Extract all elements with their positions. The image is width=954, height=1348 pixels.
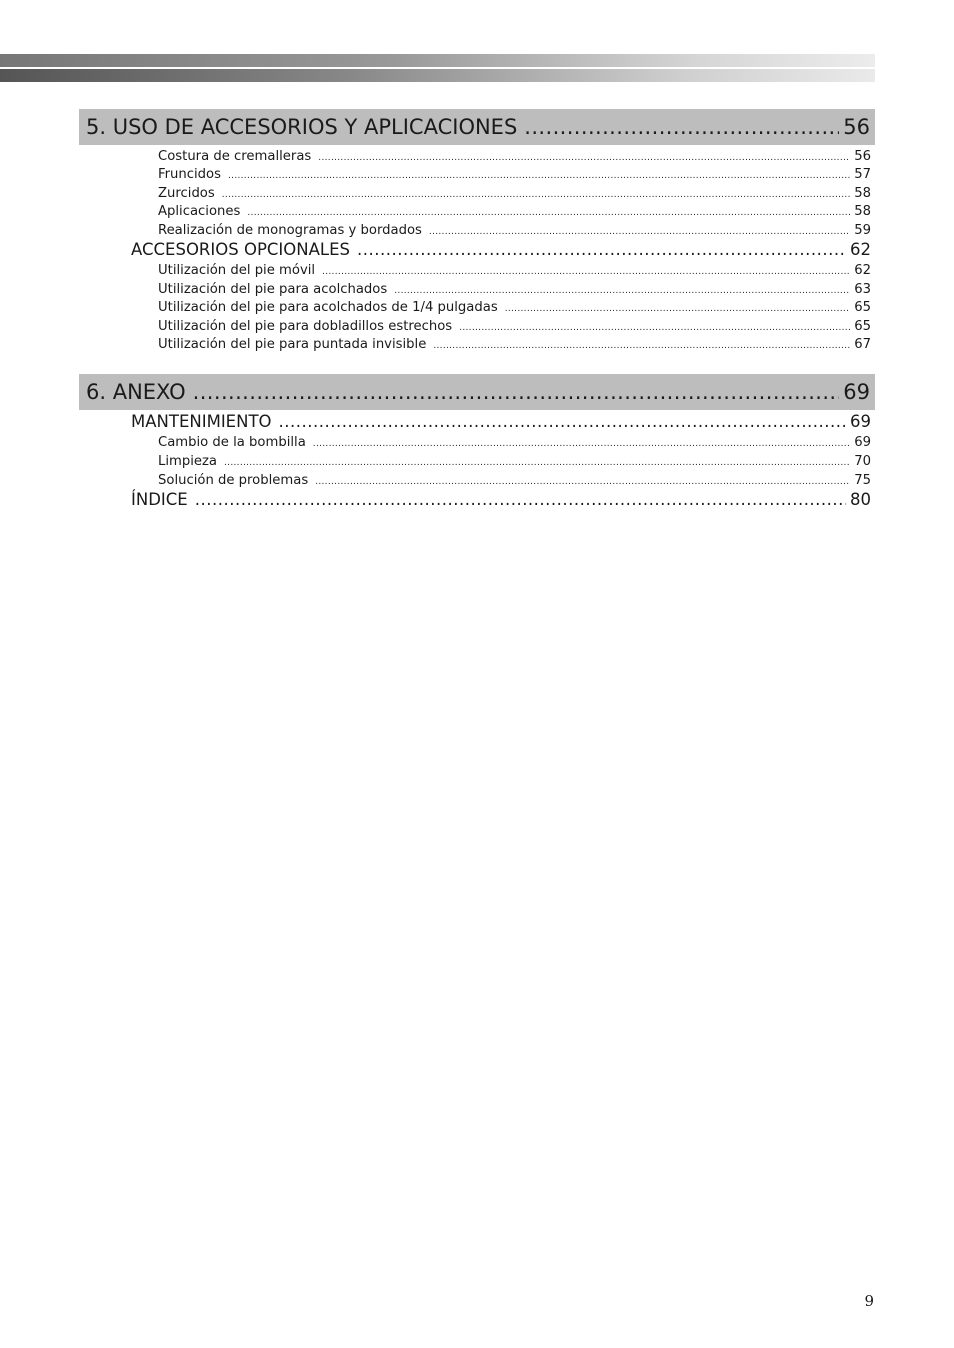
item-page: 67 (854, 337, 871, 352)
item-page: 59 (854, 223, 871, 238)
header-band-bottom (0, 69, 875, 82)
dot-leader (394, 281, 850, 300)
item-title: Utilización del pie para acolchados (158, 282, 388, 297)
toc-item[interactable] (158, 185, 871, 204)
item-page: 75 (854, 473, 871, 488)
item-title: Solución de problemas (158, 473, 309, 488)
item-title: Utilización del pie para acolchados de 1/4 pulgadas (158, 300, 498, 315)
item-title: Zurcidos (158, 186, 215, 201)
toc-item[interactable] (158, 434, 871, 453)
page-number: 9 (864, 1292, 874, 1310)
dot-leader (279, 411, 846, 433)
toc-item[interactable] (158, 281, 871, 300)
item-page: 57 (854, 167, 871, 182)
header-band-top (0, 54, 875, 67)
dot-leader (433, 336, 850, 355)
section-title: 6. ANEXO (86, 380, 186, 404)
dot-leader (459, 318, 850, 337)
toc-item[interactable] (158, 148, 871, 167)
toc-item[interactable] (158, 299, 871, 318)
item-title: Cambio de la bombilla (158, 435, 306, 450)
subsection-title: ÍNDICE (131, 490, 188, 509)
item-title: Costura de cremalleras (158, 149, 312, 164)
subsection-title: MANTENIMIENTO (131, 412, 272, 431)
item-title: Fruncidos (158, 167, 221, 182)
dot-leader (318, 148, 850, 167)
dot-leader (222, 185, 850, 204)
item-page: 62 (854, 263, 871, 278)
toc-section-5[interactable] (79, 109, 875, 145)
toc-subsection-accesorios[interactable] (131, 239, 871, 261)
item-page: 69 (854, 435, 871, 450)
subsection-page: 69 (850, 412, 871, 431)
subsection-page: 62 (850, 240, 871, 259)
dot-leader (228, 166, 850, 185)
item-title: Realización de monogramas y bordados (158, 223, 422, 238)
toc-item[interactable] (158, 318, 871, 337)
item-page: 65 (854, 319, 871, 334)
dot-leader (224, 453, 850, 472)
subsection-page: 80 (850, 490, 871, 509)
toc-section-6[interactable] (79, 374, 875, 410)
item-title: Utilización del pie móvil (158, 263, 316, 278)
toc-item[interactable] (158, 166, 871, 185)
item-page: 63 (854, 282, 871, 297)
toc-subsection-mantenimiento[interactable] (131, 411, 871, 433)
item-page: 56 (854, 149, 871, 164)
toc-item[interactable] (158, 336, 871, 355)
toc-item[interactable] (158, 262, 871, 281)
dot-leader (313, 434, 850, 453)
section-page: 56 (843, 115, 870, 139)
toc-item[interactable] (158, 453, 871, 472)
item-page: 58 (854, 186, 871, 201)
dot-leader (247, 203, 850, 222)
dot-leader (524, 109, 839, 145)
dot-leader (193, 374, 840, 410)
dot-leader (195, 489, 846, 511)
dot-leader (505, 299, 851, 318)
item-page: 65 (854, 300, 871, 315)
item-title: Utilización del pie para puntada invisible (158, 337, 427, 352)
section-page: 69 (843, 380, 870, 404)
section-title: 5. USO DE ACCESORIOS Y APLICACIONES (86, 115, 518, 139)
item-page: 58 (854, 204, 871, 219)
item-page: 70 (854, 454, 871, 469)
item-title: Aplicaciones (158, 204, 241, 219)
subsection-title: ACCESORIOS OPCIONALES (131, 240, 350, 259)
item-title: Limpieza (158, 454, 218, 469)
toc-subsection-indice[interactable] (131, 489, 871, 511)
dot-leader (357, 239, 846, 261)
item-title: Utilización del pie para dobladillos estrechos (158, 319, 453, 334)
toc-item[interactable] (158, 203, 871, 222)
dot-leader (322, 262, 850, 281)
